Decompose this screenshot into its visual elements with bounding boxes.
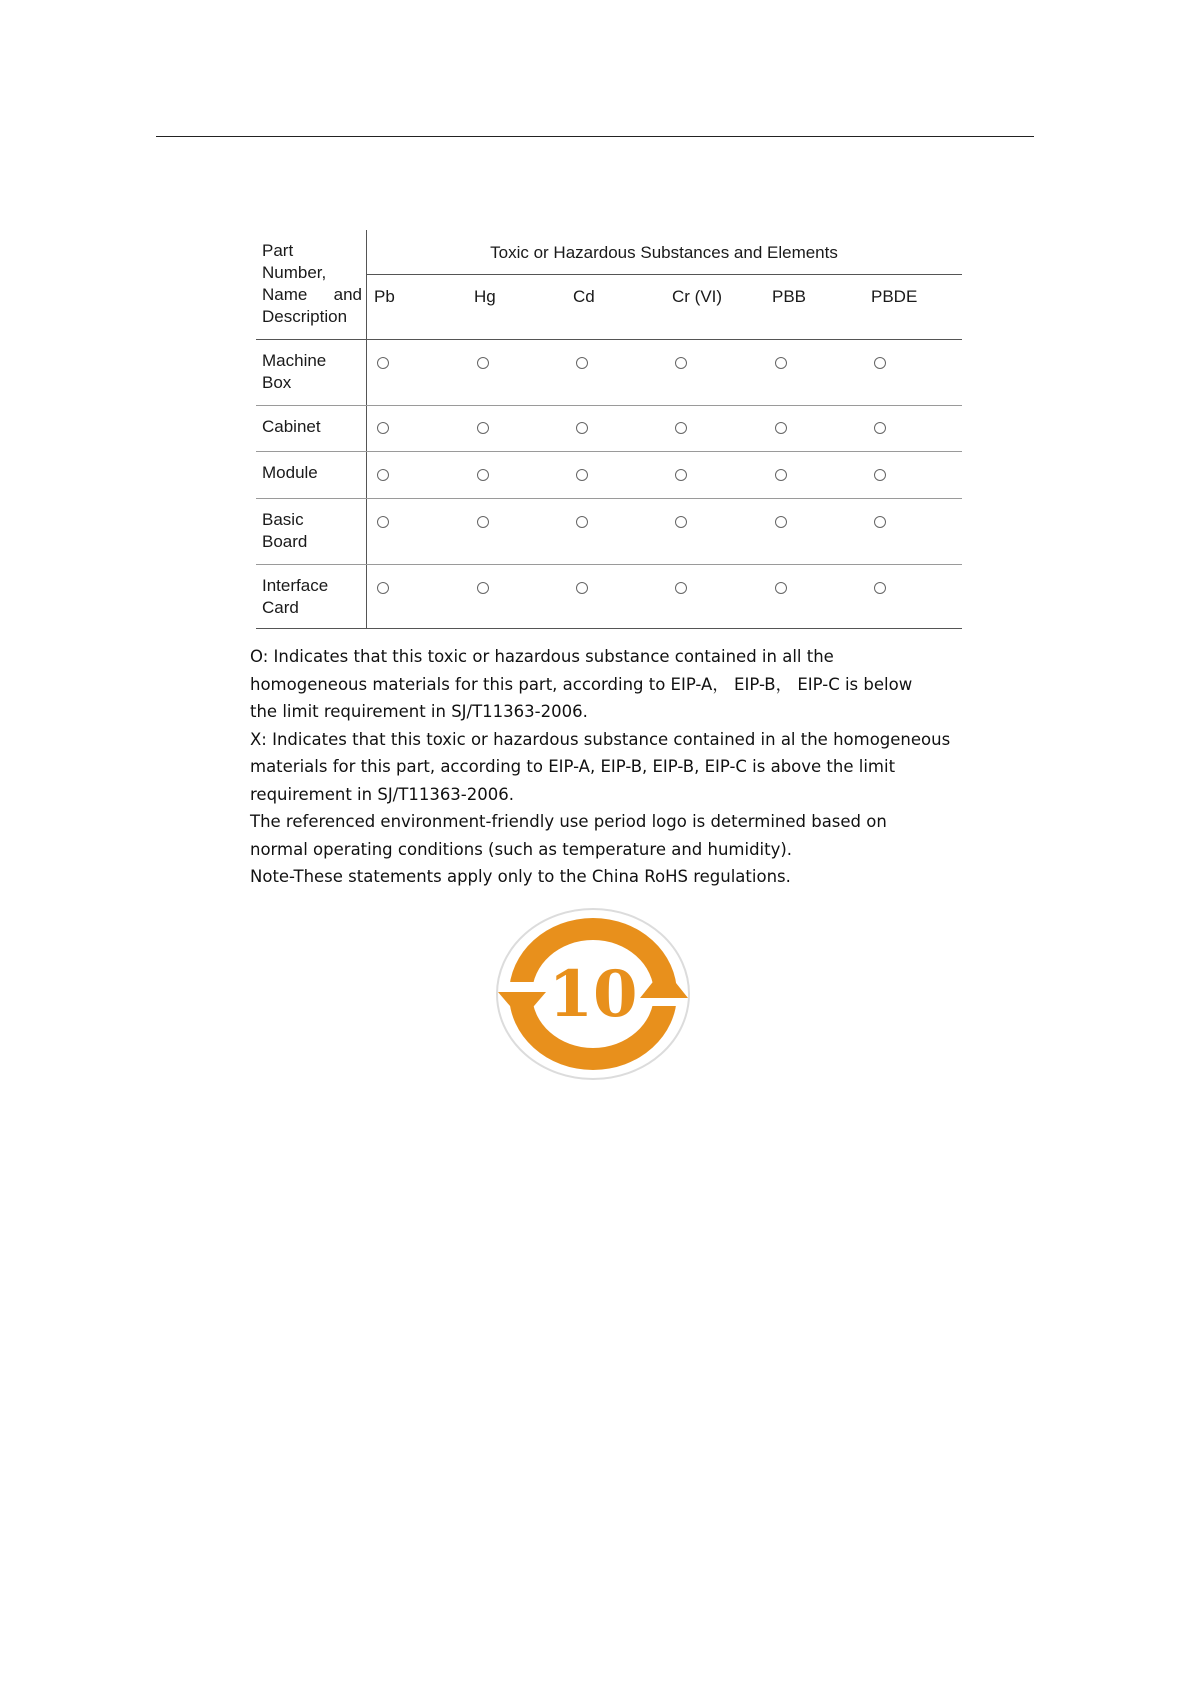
compliance-mark-circle xyxy=(874,516,886,528)
part-column-header xyxy=(262,240,362,328)
compliance-mark-circle xyxy=(377,357,389,369)
row-label-cabinet xyxy=(262,416,362,438)
group-header-rule xyxy=(366,274,962,275)
compliance-mark-circle xyxy=(675,422,687,434)
column-header-hg: Hg xyxy=(474,287,496,306)
row-label-line: Cabinet xyxy=(262,417,321,436)
note-rohs-scope xyxy=(250,863,1030,891)
compliance-mark-circle xyxy=(675,516,687,528)
compliance-mark-circle xyxy=(377,516,389,528)
row-label-line: Card xyxy=(262,598,299,617)
rohs-notes xyxy=(250,643,1030,891)
compliance-mark-circle xyxy=(576,516,588,528)
substances-group-header: Toxic or Hazardous Substances and Elements xyxy=(490,243,838,262)
compliance-mark-circle xyxy=(576,357,588,369)
note-line: homogeneous materials for this part, according to EIP-A， EIP-B， EIP-C is below xyxy=(250,674,913,694)
row-divider xyxy=(256,451,962,452)
note-use-period-logo xyxy=(250,808,1030,863)
column-header-cd: Cd xyxy=(573,287,595,306)
compliance-mark-circle xyxy=(477,422,489,434)
compliance-mark-circle xyxy=(874,422,886,434)
compliance-mark-circle xyxy=(576,422,588,434)
compliance-mark-circle xyxy=(874,357,886,369)
column-header-pb: Pb xyxy=(374,287,395,306)
row-divider xyxy=(256,564,962,565)
row-label-line: Module xyxy=(262,463,318,482)
note-line: O: Indicates that this toxic or hazardous substance contained in all the xyxy=(250,647,834,666)
compliance-mark-circle xyxy=(477,469,489,481)
row-label-module xyxy=(262,462,362,484)
row-divider xyxy=(256,498,962,499)
row-label-machine-box xyxy=(262,350,362,394)
compliance-mark-circle xyxy=(775,582,787,594)
compliance-mark-circle xyxy=(477,516,489,528)
environment-friendly-use-period-logo xyxy=(496,908,690,1080)
compliance-mark-circle xyxy=(874,469,886,481)
compliance-mark-circle xyxy=(675,582,687,594)
row-label-line: Basic xyxy=(262,510,304,529)
row-label-basic-board xyxy=(262,509,362,553)
logo-years-number: 10 xyxy=(548,957,638,1032)
part-header-line: Number, xyxy=(262,263,327,282)
part-header-line: Description xyxy=(262,307,348,326)
header-rule xyxy=(156,136,1034,137)
note-line: the limit requirement in SJ/T11363-2006. xyxy=(250,702,588,721)
row-label-interface-card xyxy=(262,575,362,619)
compliance-mark-circle xyxy=(675,357,687,369)
compliance-mark-circle xyxy=(775,357,787,369)
compliance-mark-circle xyxy=(477,357,489,369)
note-x-indicator xyxy=(250,726,1030,809)
row-divider xyxy=(256,405,962,406)
table-vertical-divider xyxy=(366,230,367,629)
compliance-mark-circle xyxy=(874,582,886,594)
table-bottom-rule xyxy=(256,628,962,629)
compliance-mark-circle xyxy=(377,469,389,481)
compliance-mark-circle xyxy=(377,422,389,434)
note-o-indicator xyxy=(250,643,1030,726)
part-header-line: Name and xyxy=(262,285,362,304)
note-line: X: Indicates that this toxic or hazardous substance contained in al the homogeneous xyxy=(250,729,951,749)
compliance-mark-circle xyxy=(576,582,588,594)
note-line: The referenced environment-friendly use period logo is determined based on xyxy=(250,812,887,831)
row-label-line: Interface xyxy=(262,576,329,595)
compliance-mark-circle xyxy=(377,582,389,594)
epup-logo-graphic xyxy=(496,908,690,1080)
part-header-line: Part xyxy=(262,241,294,260)
column-header-pbb: PBB xyxy=(772,287,807,306)
hazardous-substances-table xyxy=(256,230,962,629)
note-line: Note-These statements apply only to the China RoHS regulations. xyxy=(250,867,791,886)
row-label-line: Board xyxy=(262,532,308,551)
compliance-mark-circle xyxy=(775,422,787,434)
compliance-mark-circle xyxy=(775,469,787,481)
column-header-pbde: PBDE xyxy=(871,287,918,306)
note-line: normal operating conditions (such as temperature and humidity). xyxy=(250,839,793,859)
note-line: materials for this part, according to EIP-A, EIP-B, EIP-B, EIP-C is above the limit xyxy=(250,757,896,776)
compliance-mark-circle xyxy=(576,469,588,481)
column-header-cr-vi: Cr (VI) xyxy=(672,287,723,306)
note-line: requirement in SJ/T11363-2006. xyxy=(250,784,514,804)
compliance-mark-circle xyxy=(477,582,489,594)
header-bottom-rule xyxy=(256,339,962,340)
compliance-mark-circle xyxy=(775,516,787,528)
row-label-line: Machine xyxy=(262,351,327,370)
compliance-mark-circle xyxy=(675,469,687,481)
row-label-line: Box xyxy=(262,373,292,392)
